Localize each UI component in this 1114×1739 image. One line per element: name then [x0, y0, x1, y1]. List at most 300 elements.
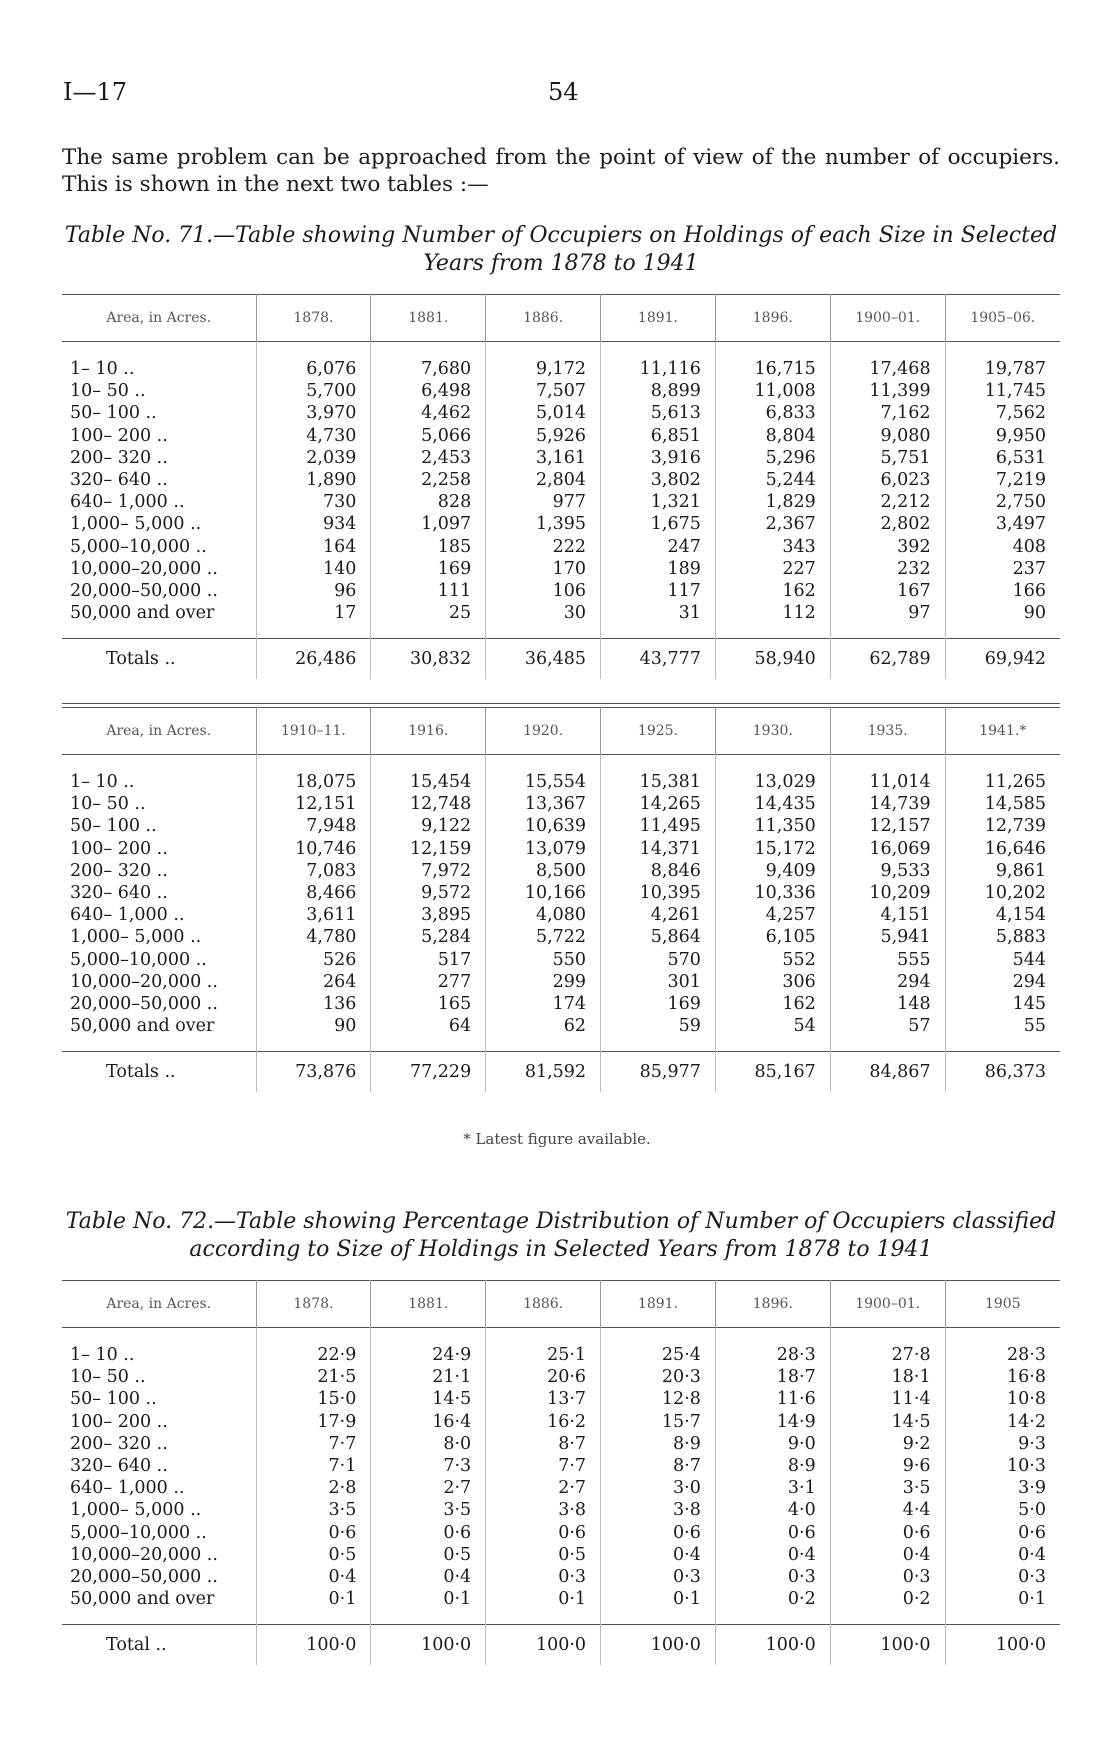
spacer-cell — [715, 342, 830, 359]
value-cell: 294 — [945, 971, 1060, 993]
spacer-cell — [715, 1037, 830, 1052]
total-cell: 100·0 — [486, 1625, 601, 1666]
table71-part2-row — [62, 949, 1060, 971]
value-cell: 7,507 — [486, 380, 601, 402]
spacer-cell — [486, 1037, 601, 1052]
spacer-cell — [486, 624, 601, 639]
total-cell: 58,940 — [715, 639, 830, 680]
value-cell: 145 — [945, 993, 1060, 1015]
table72-row — [62, 1544, 1060, 1566]
area-label: 1– 10 .. — [70, 359, 135, 380]
value-cell: 232 — [830, 558, 945, 580]
total-cell: 77,229 — [371, 1052, 486, 1093]
value-cell: 13,367 — [486, 793, 601, 815]
value-cell: 2·7 — [486, 1477, 601, 1499]
area-label: 10,000–20,000 .. — [70, 558, 218, 579]
value-cell: 9·6 — [830, 1455, 945, 1477]
value-cell: 0·5 — [256, 1544, 371, 1566]
value-cell: 2,750 — [945, 491, 1060, 513]
total-cell: 100·0 — [371, 1625, 486, 1666]
value-cell: 2,802 — [830, 513, 945, 535]
value-cell: 7,162 — [830, 402, 945, 424]
spacer-cell — [830, 1328, 945, 1345]
spacer-cell — [715, 755, 830, 772]
value-cell: 54 — [715, 1015, 830, 1037]
table72-row — [62, 1366, 1060, 1388]
total-cell: 100·0 — [601, 1625, 716, 1666]
intro-paragraph: The same problem can be approached from the point of view of the number of occupiers. This is shown in the next two tables :— — [62, 145, 1060, 197]
spacer-cell — [601, 1037, 716, 1052]
table72-year-header: 1896. — [715, 1281, 830, 1328]
value-cell: 5,864 — [601, 926, 716, 948]
total-cell: 85,167 — [715, 1052, 830, 1093]
value-cell: 12,151 — [256, 793, 371, 815]
spacer-cell — [62, 1610, 256, 1625]
area-label: 320– 640 .. — [70, 883, 168, 904]
value-cell: 0·4 — [830, 1544, 945, 1566]
area-label: 1,000– 5,000 .. — [70, 927, 202, 948]
value-cell: 2·7 — [371, 1477, 486, 1499]
total-cell: 100·0 — [830, 1625, 945, 1666]
value-cell: 9,409 — [715, 860, 830, 882]
value-cell: 2,212 — [830, 491, 945, 513]
table71-part1-row — [62, 536, 1060, 558]
value-cell: 12,157 — [830, 815, 945, 837]
value-cell: 15,454 — [371, 771, 486, 793]
value-cell: 4·4 — [830, 1499, 945, 1521]
value-cell: 17 — [256, 602, 371, 624]
value-cell: 25·1 — [486, 1344, 601, 1366]
spacer-cell — [715, 1610, 830, 1625]
value-cell: 96 — [256, 580, 371, 602]
value-cell: 164 — [256, 536, 371, 558]
value-cell: 10,395 — [601, 882, 716, 904]
area-label: 5,000–10,000 .. — [70, 536, 207, 557]
value-cell: 0·4 — [945, 1544, 1060, 1566]
table72-caption-line2: according to Size of Holdings in Selected Years from 1878 to 1941 — [189, 1237, 933, 1262]
spacer-cell — [256, 624, 371, 639]
table71-part2-row — [62, 1015, 1060, 1037]
value-cell: 1,829 — [715, 491, 830, 513]
spacer-cell — [256, 755, 371, 772]
value-cell: 10,336 — [715, 882, 830, 904]
total-cell: 30,832 — [371, 639, 486, 680]
table71-part1-row — [62, 380, 1060, 402]
area-column-header: Area, in Acres. — [106, 723, 212, 739]
value-cell: 28·3 — [715, 1344, 830, 1366]
value-cell: 264 — [256, 971, 371, 993]
value-cell: 15,554 — [486, 771, 601, 793]
table72-row — [62, 1477, 1060, 1499]
value-cell: 12·8 — [601, 1388, 716, 1410]
spacer-cell — [486, 1328, 601, 1345]
value-cell: 11,116 — [601, 358, 716, 380]
spacer-cell — [371, 755, 486, 772]
value-cell: 15·7 — [601, 1411, 716, 1433]
value-cell: 7,562 — [945, 402, 1060, 424]
table71-part2-row — [62, 793, 1060, 815]
spacer-cell — [601, 624, 716, 639]
value-cell: 15,172 — [715, 838, 830, 860]
value-cell: 15,381 — [601, 771, 716, 793]
table71-part1 — [62, 294, 1060, 679]
value-cell: 27·8 — [830, 1344, 945, 1366]
totals-label: Total .. — [62, 1625, 256, 1666]
table71-part2-year-header: 1916. — [371, 708, 486, 755]
value-cell: 14,371 — [601, 838, 716, 860]
value-cell: 24·9 — [371, 1344, 486, 1366]
value-cell: 31 — [601, 602, 716, 624]
table71-caption — [62, 222, 1060, 278]
value-cell: 5,722 — [486, 926, 601, 948]
table71-part2-header — [62, 708, 1060, 755]
value-cell: 3·5 — [830, 1477, 945, 1499]
table71-part1-year-header: 1881. — [371, 295, 486, 342]
value-cell: 8,500 — [486, 860, 601, 882]
value-cell: 11,265 — [945, 771, 1060, 793]
value-cell: 2,453 — [371, 447, 486, 469]
table72-year-header: 1905 — [945, 1281, 1060, 1328]
value-cell: 294 — [830, 971, 945, 993]
value-cell: 5,014 — [486, 402, 601, 424]
table71-part2-year-header: 1935. — [830, 708, 945, 755]
table71-part1-row — [62, 425, 1060, 447]
table71-part2-row — [62, 926, 1060, 948]
value-cell: 1,675 — [601, 513, 716, 535]
total-cell: 43,777 — [601, 639, 716, 680]
value-cell: 7·1 — [256, 1455, 371, 1477]
area-label: 200– 320 .. — [70, 447, 168, 468]
table72-header — [62, 1281, 1060, 1328]
value-cell: 5,613 — [601, 402, 716, 424]
value-cell: 299 — [486, 971, 601, 993]
table71-part2-totals-row — [62, 1052, 1060, 1093]
totals-label: Totals .. — [62, 639, 256, 680]
area-label: 50– 100 .. — [70, 1389, 157, 1410]
value-cell: 106 — [486, 580, 601, 602]
area-label: 50– 100 .. — [70, 403, 157, 424]
value-cell: 9,122 — [371, 815, 486, 837]
value-cell: 1,097 — [371, 513, 486, 535]
area-label: 5,000–10,000 .. — [70, 949, 207, 970]
table71-part2-row — [62, 838, 1060, 860]
table71-part1-row — [62, 402, 1060, 424]
value-cell: 4,151 — [830, 904, 945, 926]
value-cell: 8·7 — [601, 1455, 716, 1477]
area-label: 50– 100 .. — [70, 816, 157, 837]
table71-part1-totals-row — [62, 639, 1060, 680]
value-cell: 22·9 — [256, 1344, 371, 1366]
value-cell: 4,780 — [256, 926, 371, 948]
value-cell: 0·6 — [601, 1522, 716, 1544]
table72-year-header: 1886. — [486, 1281, 601, 1328]
value-cell: 17·9 — [256, 1411, 371, 1433]
spacer-cell — [62, 342, 256, 359]
value-cell: 9,572 — [371, 882, 486, 904]
value-cell: 9,950 — [945, 425, 1060, 447]
value-cell: 62 — [486, 1015, 601, 1037]
value-cell: 277 — [371, 971, 486, 993]
value-cell: 5,066 — [371, 425, 486, 447]
value-cell: 3·5 — [371, 1499, 486, 1521]
area-label: 1– 10 .. — [70, 772, 135, 793]
spacer-cell — [830, 755, 945, 772]
value-cell: 9·2 — [830, 1433, 945, 1455]
area-label: 200– 320 .. — [70, 860, 168, 881]
spacer-cell — [371, 624, 486, 639]
value-cell: 14,265 — [601, 793, 716, 815]
value-cell: 828 — [371, 491, 486, 513]
value-cell: 8,466 — [256, 882, 371, 904]
value-cell: 0·6 — [371, 1522, 486, 1544]
table72-row — [62, 1411, 1060, 1433]
value-cell: 0·4 — [256, 1566, 371, 1588]
spacer-cell — [945, 624, 1060, 639]
value-cell: 2·8 — [256, 1477, 371, 1499]
table71-part2-year-header: 1910–11. — [256, 708, 371, 755]
value-cell: 0·6 — [715, 1522, 830, 1544]
value-cell: 9·0 — [715, 1433, 830, 1455]
table71-part2-row — [62, 971, 1060, 993]
value-cell: 167 — [830, 580, 945, 602]
total-cell: 84,867 — [830, 1052, 945, 1093]
area-label: 50,000 and over — [70, 1589, 215, 1610]
totals-label: Totals .. — [62, 1052, 256, 1093]
value-cell: 30 — [486, 602, 601, 624]
table71-part2-year-header: 1920. — [486, 708, 601, 755]
value-cell: 14,435 — [715, 793, 830, 815]
value-cell: 148 — [830, 993, 945, 1015]
value-cell: 2,258 — [371, 469, 486, 491]
spacer-cell — [256, 1037, 371, 1052]
area-label: 50,000 and over — [70, 1016, 215, 1037]
value-cell: 0·1 — [256, 1588, 371, 1610]
area-label: 10– 50 .. — [70, 794, 146, 815]
value-cell: 11·6 — [715, 1388, 830, 1410]
value-cell: 8·0 — [371, 1433, 486, 1455]
table71-part1-year-header: 1900–01. — [830, 295, 945, 342]
value-cell: 0·5 — [486, 1544, 601, 1566]
value-cell: 0·2 — [715, 1588, 830, 1610]
value-cell: 4·0 — [715, 1499, 830, 1521]
value-cell: 9,861 — [945, 860, 1060, 882]
table71-part1-year-header: 1891. — [601, 295, 716, 342]
table71-part1-year-header: 1878. — [256, 295, 371, 342]
value-cell: 1,395 — [486, 513, 601, 535]
value-cell: 28·3 — [945, 1344, 1060, 1366]
table72-row — [62, 1388, 1060, 1410]
table72-spacer — [62, 1328, 1060, 1345]
value-cell: 162 — [715, 580, 830, 602]
spacer-cell — [715, 624, 830, 639]
value-cell: 20·3 — [601, 1366, 716, 1388]
value-cell: 18,075 — [256, 771, 371, 793]
area-label: 320– 640 .. — [70, 470, 168, 491]
value-cell: 57 — [830, 1015, 945, 1037]
area-label: 10,000–20,000 .. — [70, 1544, 218, 1565]
value-cell: 6,498 — [371, 380, 486, 402]
area-label: 10– 50 .. — [70, 381, 146, 402]
value-cell: 59 — [601, 1015, 716, 1037]
table71-part2-spacer — [62, 755, 1060, 772]
value-cell: 0·6 — [486, 1522, 601, 1544]
value-cell: 6,105 — [715, 926, 830, 948]
value-cell: 16·2 — [486, 1411, 601, 1433]
spacer-cell — [371, 1328, 486, 1345]
value-cell: 11,008 — [715, 380, 830, 402]
value-cell: 7,680 — [371, 358, 486, 380]
spacer-cell — [486, 1610, 601, 1625]
table72-totals-row — [62, 1625, 1060, 1666]
value-cell: 4,730 — [256, 425, 371, 447]
value-cell: 3·1 — [715, 1477, 830, 1499]
document-reference: I—17 — [63, 78, 128, 106]
value-cell: 4,257 — [715, 904, 830, 926]
spacer-cell — [715, 1328, 830, 1345]
table71-part1-row — [62, 513, 1060, 535]
value-cell: 14,739 — [830, 793, 945, 815]
table71-part1-year-header: 1896. — [715, 295, 830, 342]
value-cell: 7·7 — [486, 1455, 601, 1477]
table72-year-header: 1878. — [256, 1281, 371, 1328]
value-cell: 3·9 — [945, 1477, 1060, 1499]
value-cell: 18·1 — [830, 1366, 945, 1388]
value-cell: 0·5 — [371, 1544, 486, 1566]
value-cell: 526 — [256, 949, 371, 971]
value-cell: 10,746 — [256, 838, 371, 860]
table72-row — [62, 1522, 1060, 1544]
spacer-cell — [486, 342, 601, 359]
value-cell: 5,700 — [256, 380, 371, 402]
table71-part1-row — [62, 491, 1060, 513]
spacer-cell — [601, 1328, 716, 1345]
area-label: 640– 1,000 .. — [70, 492, 185, 513]
value-cell: 555 — [830, 949, 945, 971]
value-cell: 934 — [256, 513, 371, 535]
value-cell: 0·2 — [830, 1588, 945, 1610]
value-cell: 227 — [715, 558, 830, 580]
value-cell: 5,883 — [945, 926, 1060, 948]
value-cell: 4,154 — [945, 904, 1060, 926]
value-cell: 162 — [715, 993, 830, 1015]
area-label: 100– 200 .. — [70, 425, 168, 446]
value-cell: 0·3 — [715, 1566, 830, 1588]
value-cell: 140 — [256, 558, 371, 580]
value-cell: 5·0 — [945, 1499, 1060, 1521]
table71-caption-line2: Years from 1878 to 1941 — [423, 251, 699, 276]
table72-caption-line1: Table No. 72.—Table showing Percentage Distribution of Number of Occupiers classified — [65, 1209, 1057, 1234]
value-cell: 237 — [945, 558, 1060, 580]
spacer-cell — [945, 755, 1060, 772]
value-cell: 174 — [486, 993, 601, 1015]
value-cell: 7,083 — [256, 860, 371, 882]
area-label: 200– 320 .. — [70, 1433, 168, 1454]
table72-row — [62, 1433, 1060, 1455]
total-cell: 100·0 — [256, 1625, 371, 1666]
value-cell: 0·4 — [715, 1544, 830, 1566]
value-cell: 5,244 — [715, 469, 830, 491]
value-cell: 0·1 — [945, 1588, 1060, 1610]
value-cell: 90 — [256, 1015, 371, 1037]
spacer-cell — [830, 1037, 945, 1052]
table71-part2-row — [62, 815, 1060, 837]
table71-part1-row — [62, 558, 1060, 580]
value-cell: 11,745 — [945, 380, 1060, 402]
value-cell: 552 — [715, 949, 830, 971]
value-cell: 0·3 — [830, 1566, 945, 1588]
value-cell: 185 — [371, 536, 486, 558]
total-cell: 100·0 — [945, 1625, 1060, 1666]
area-column-header: Area, in Acres. — [106, 310, 212, 326]
value-cell: 3,916 — [601, 447, 716, 469]
value-cell: 7,948 — [256, 815, 371, 837]
table72-row — [62, 1455, 1060, 1477]
spacer-cell — [371, 342, 486, 359]
value-cell: 11,014 — [830, 771, 945, 793]
value-cell: 14,585 — [945, 793, 1060, 815]
spacer-cell — [62, 755, 256, 772]
value-cell: 0·1 — [371, 1588, 486, 1610]
value-cell: 10·8 — [945, 1388, 1060, 1410]
area-label: 1,000– 5,000 .. — [70, 1500, 202, 1521]
value-cell: 408 — [945, 536, 1060, 558]
value-cell: 7,219 — [945, 469, 1060, 491]
table72-year-header: 1881. — [371, 1281, 486, 1328]
value-cell: 13,079 — [486, 838, 601, 860]
value-cell: 4,080 — [486, 904, 601, 926]
value-cell: 247 — [601, 536, 716, 558]
value-cell: 0·6 — [830, 1522, 945, 1544]
value-cell: 7,972 — [371, 860, 486, 882]
value-cell: 3·0 — [601, 1477, 716, 1499]
value-cell: 5,284 — [371, 926, 486, 948]
value-cell: 517 — [371, 949, 486, 971]
value-cell: 222 — [486, 536, 601, 558]
spacer-cell — [62, 624, 256, 639]
table71-part1-spacer — [62, 624, 1060, 639]
value-cell: 8,899 — [601, 380, 716, 402]
spacer-cell — [601, 755, 716, 772]
value-cell: 0·3 — [601, 1566, 716, 1588]
value-cell: 21·1 — [371, 1366, 486, 1388]
value-cell: 0·6 — [256, 1522, 371, 1544]
value-cell: 392 — [830, 536, 945, 558]
value-cell: 117 — [601, 580, 716, 602]
table71-part2 — [62, 707, 1060, 1092]
value-cell: 14·5 — [830, 1411, 945, 1433]
value-cell: 3,161 — [486, 447, 601, 469]
area-label: 1,000– 5,000 .. — [70, 514, 202, 535]
table72-spacer — [62, 1610, 1060, 1625]
table71-part1-row — [62, 447, 1060, 469]
value-cell: 8,846 — [601, 860, 716, 882]
spacer-cell — [830, 624, 945, 639]
spacer-cell — [830, 1610, 945, 1625]
value-cell: 20·6 — [486, 1366, 601, 1388]
table71-footnote: * Latest figure available. — [463, 1130, 651, 1148]
table72-caption — [62, 1208, 1060, 1264]
value-cell: 166 — [945, 580, 1060, 602]
value-cell: 16,069 — [830, 838, 945, 860]
value-cell: 8·9 — [715, 1455, 830, 1477]
value-cell: 306 — [715, 971, 830, 993]
table71-part1-row — [62, 469, 1060, 491]
value-cell: 301 — [601, 971, 716, 993]
spacer-cell — [62, 1037, 256, 1052]
value-cell: 3·5 — [256, 1499, 371, 1521]
value-cell: 12,748 — [371, 793, 486, 815]
value-cell: 4,462 — [371, 402, 486, 424]
